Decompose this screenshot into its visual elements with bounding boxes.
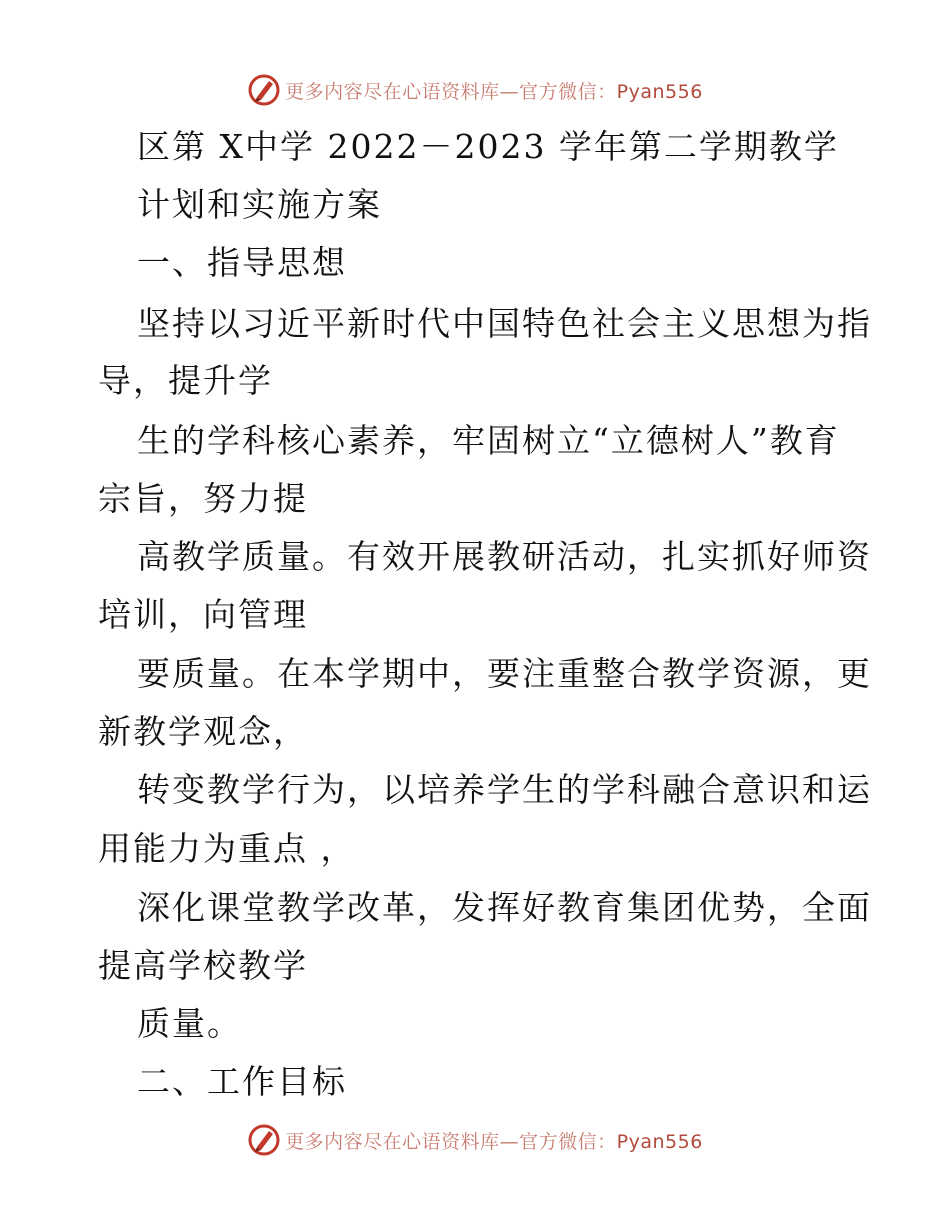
paragraph-line: 要质量。在本学期中，要注重整合教学资源，更 — [137, 654, 872, 693]
paragraph-line: 质量。 — [137, 1004, 242, 1043]
doc-title-line-2: 计划和实施方案 — [137, 185, 382, 224]
paragraph-line: 培训，向管理 — [98, 595, 308, 634]
paragraph-line: 用能力为重点 ， — [98, 829, 356, 868]
paragraph-line: 坚持以习近平新时代中国特色社会主义思想为指 — [137, 304, 872, 343]
wechat-id: Pyan556 — [616, 1130, 703, 1153]
banner-text: 更多内容尽在心语资料库—官方微信：Pyan556 — [285, 1130, 703, 1153]
paragraph-line: 导，提升学 — [98, 361, 273, 400]
doc-title-line-1: 区第 X中学 2022－2023 学年第二学期教学 — [137, 127, 839, 166]
paragraph-line: 高教学质量。有效开展教研活动，扎实抓好师资 — [137, 537, 872, 576]
header-watermark-banner — [0, 70, 950, 110]
wechat-id: Pyan556 — [616, 80, 703, 103]
paragraph-line: 转变教学行为，以培养学生的学科融合意识和运 — [137, 770, 872, 809]
paragraph-line: 提高学校教学 — [98, 946, 308, 985]
section-heading-2: 二、工作目标 — [137, 1062, 347, 1101]
section-heading-1: 一、指导思想 — [137, 243, 347, 282]
pen-logo-icon — [247, 1123, 281, 1157]
paragraph-line: 深化课堂教学改革，发挥好教育集团优势，全面 — [137, 888, 872, 927]
banner-text: 更多内容尽在心语资料库—官方微信：Pyan556 — [285, 80, 703, 103]
paragraph-line: 生的学科核心素养，牢固树立“立德树人”教育 — [137, 421, 840, 460]
footer-watermark-banner — [0, 1120, 950, 1160]
paragraph-line: 宗旨，努力提 — [98, 479, 308, 518]
paragraph-line: 新教学观念， — [98, 712, 308, 751]
pen-logo-icon — [247, 73, 281, 107]
